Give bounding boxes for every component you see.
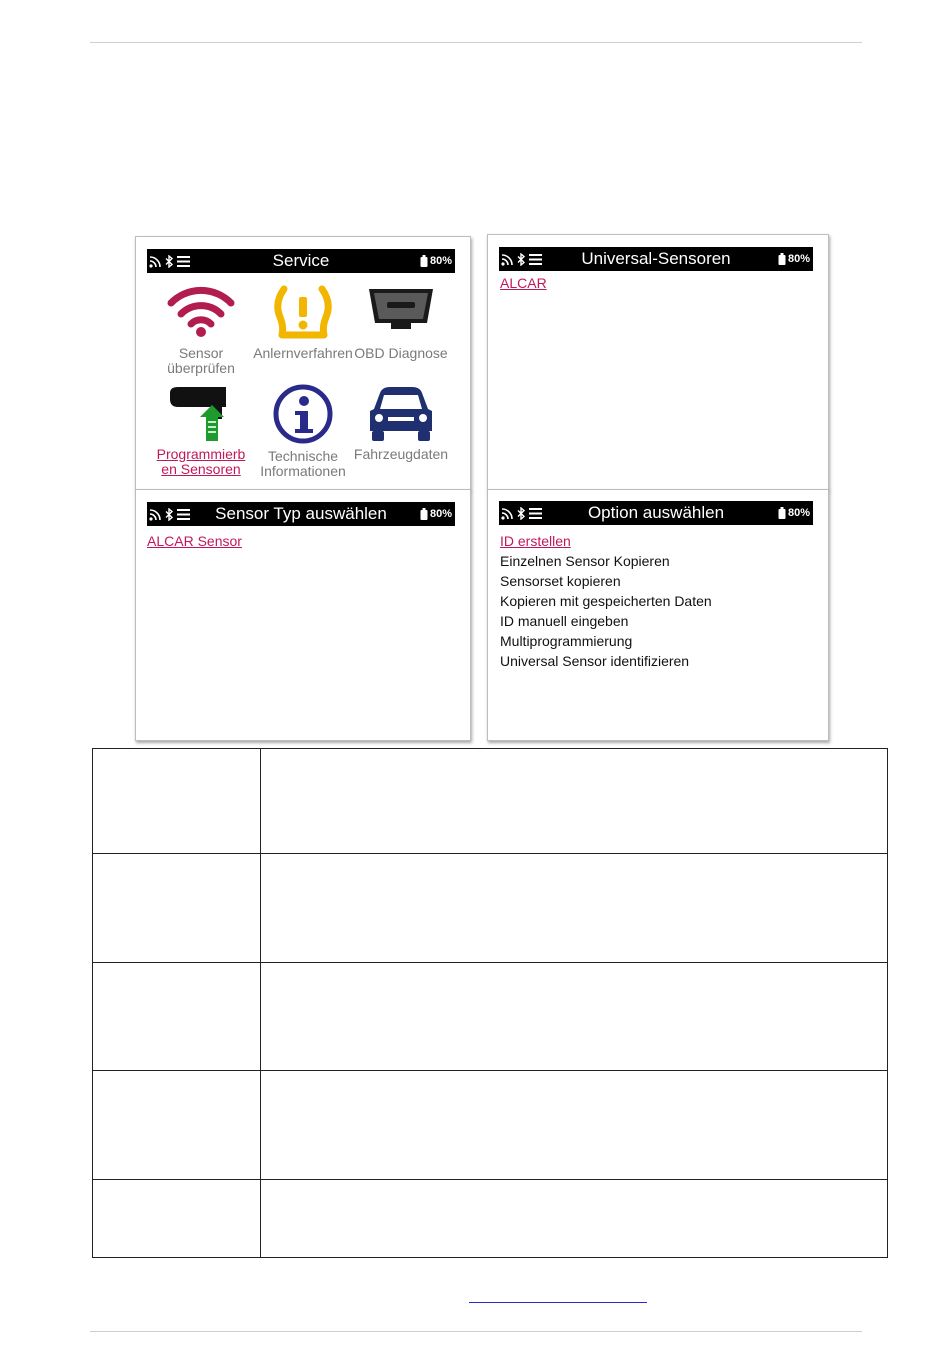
footer-link-underline[interactable] xyxy=(469,1302,647,1303)
table-row xyxy=(93,854,888,963)
battery-icon xyxy=(778,507,786,519)
obd-connector-icon xyxy=(365,285,437,335)
tile-label: OBD Diagnose xyxy=(354,345,448,361)
table-cell-label xyxy=(93,963,261,1071)
screen-title: Sensor Typ auswählen xyxy=(215,504,387,523)
option-item-multiprogramming[interactable]: Multiprogrammierung xyxy=(500,633,633,649)
title-bar xyxy=(147,502,455,526)
battery-level: 80% xyxy=(787,507,810,519)
screen-title: Option auswählen xyxy=(587,503,725,522)
tile-technical-info[interactable] xyxy=(250,383,356,479)
info-icon xyxy=(273,383,333,445)
tile-label: Fahrzeugdaten xyxy=(353,446,449,462)
option-item-copy-saved[interactable]: Kopieren mit gespeicherten Daten xyxy=(500,593,712,609)
option-item-copy-set[interactable]: Sensorset kopieren xyxy=(500,573,621,589)
universal-sensors-screen xyxy=(487,234,829,490)
table-cell-text xyxy=(261,1180,888,1258)
battery-indicator xyxy=(420,254,452,268)
screen-title: Service xyxy=(272,251,330,270)
sensor-type-screen xyxy=(135,489,471,741)
tile-label: Technische Informationen xyxy=(260,448,346,479)
tile-label: Sensor überprüfen xyxy=(167,345,235,376)
battery-level: 80% xyxy=(787,253,810,265)
option-list xyxy=(500,531,712,671)
battery-indicator xyxy=(778,506,810,520)
tile-sensor-check[interactable] xyxy=(148,285,254,376)
car-icon xyxy=(364,385,438,445)
battery-indicator xyxy=(778,252,810,266)
option-item-create-id[interactable]: ID erstellen xyxy=(500,533,571,549)
wifi-signal-icon xyxy=(165,285,237,339)
table-cell-text xyxy=(261,749,888,854)
battery-icon xyxy=(420,508,428,520)
battery-icon xyxy=(778,253,786,265)
table-cell-text xyxy=(261,1071,888,1180)
service-screen xyxy=(135,236,471,490)
title-bar xyxy=(499,501,813,525)
battery-indicator xyxy=(420,507,452,521)
option-select-screen xyxy=(487,489,829,741)
header-rule xyxy=(90,42,862,43)
table-cell-label xyxy=(93,749,261,854)
battery-level: 80% xyxy=(429,255,452,267)
tile-label: Anlernverfahren xyxy=(253,345,353,361)
sensor-program-icon xyxy=(166,385,236,445)
tile-programmable-sensors[interactable] xyxy=(148,385,254,477)
description-table xyxy=(92,748,888,1258)
table-cell-text xyxy=(261,963,888,1071)
table-cell-label xyxy=(93,1180,261,1258)
table-row xyxy=(93,749,888,854)
title-bar xyxy=(499,247,813,271)
battery-level: 80% xyxy=(429,508,452,520)
list-item-alcar-sensor[interactable]: ALCAR Sensor xyxy=(147,533,242,549)
table-row xyxy=(93,1071,888,1180)
table-cell-label xyxy=(93,854,261,963)
tile-label: Programmierb en Sensoren xyxy=(156,446,246,477)
tpms-warning-icon xyxy=(270,285,336,339)
table-cell-label xyxy=(93,1071,261,1180)
list-item-alcar[interactable]: ALCAR xyxy=(500,275,547,291)
table-row xyxy=(93,1180,888,1258)
footer-rule xyxy=(90,1331,862,1332)
table-row xyxy=(93,963,888,1071)
battery-icon xyxy=(420,255,428,267)
title-bar xyxy=(147,249,455,273)
screen-title: Universal-Sensoren xyxy=(581,249,731,268)
option-item-manual-id[interactable]: ID manuell eingeben xyxy=(500,613,629,629)
tile-obd-diagnosis[interactable] xyxy=(348,285,454,361)
tile-learn-procedure[interactable] xyxy=(250,285,356,361)
table-cell-text xyxy=(261,854,888,963)
option-item-identify-universal[interactable]: Universal Sensor identifizieren xyxy=(500,653,690,669)
option-item-copy-single[interactable]: Einzelnen Sensor Kopieren xyxy=(500,553,670,569)
tile-vehicle-data[interactable] xyxy=(348,385,454,462)
